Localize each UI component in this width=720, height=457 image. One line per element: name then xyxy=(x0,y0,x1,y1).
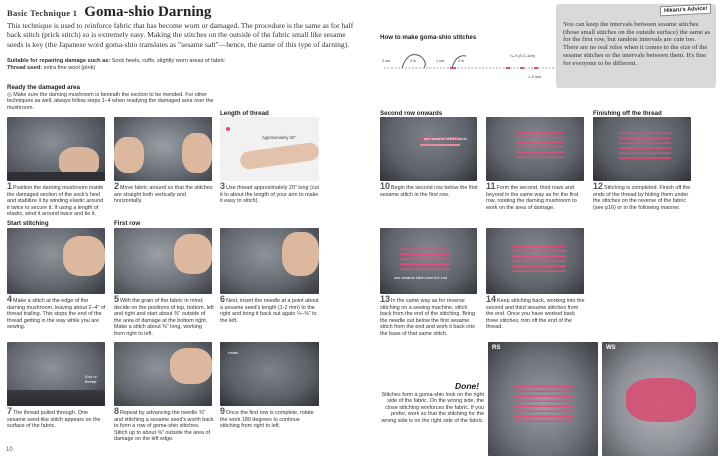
diagram-label-2in-b: 2 in xyxy=(458,59,464,63)
diagram-title: How to make goma-shio stitches xyxy=(380,34,477,41)
done-text: Stitches form a goma-shio look on the right side of the fabric. On the wrong side, the close stitching reinforces the fabric. If you prefer, work so that the stitching for the wrong side is on the right side of the fabric. xyxy=(381,392,484,424)
step-4-photo xyxy=(7,228,105,294)
step-9-photo xyxy=(220,342,319,406)
step-14-caption: 14Keep stitching back, working into the second and third sesame stitches from the end. Once you have worked back three stitches, trim off the end of the thread. xyxy=(486,294,585,330)
step-10-caption: 10Begin the second row below the first sesame stitch in the first row. xyxy=(380,181,478,198)
rs-photo xyxy=(488,342,598,456)
thread-value: extra fine wool (pink) xyxy=(43,65,96,71)
section-length: Length of thread xyxy=(220,110,269,117)
step-6-photo xyxy=(220,228,319,294)
page-heading xyxy=(7,3,211,21)
step-12-caption: 12Stitching is completed. Finish off the ends of the thread by hiding them under the stitches on the reverse of the fabric (see p16) or in the following manner. xyxy=(593,181,691,211)
suitable-info xyxy=(7,58,357,72)
step-12-photo xyxy=(593,117,691,181)
page-title: Goma-shio Darning xyxy=(84,4,212,20)
end-thread-label: End of thread xyxy=(85,374,97,384)
step-2-caption: 2Move fabric around so that the stitches are straight both vertically and horizontally. xyxy=(114,181,213,204)
step-5-photo xyxy=(114,228,212,294)
one-stitch-label: one sesame stitch from the end xyxy=(394,276,447,280)
suitable-label: Suitable for repairing damage such as: xyxy=(7,58,111,64)
step-11-photo xyxy=(486,117,584,181)
technique-label: Basic Technique 1 xyxy=(7,8,78,18)
advice-badge: Hikaru's Advice! xyxy=(660,4,712,17)
step-1-photo xyxy=(7,117,105,181)
step-8-photo xyxy=(114,342,212,406)
step-2-photo xyxy=(114,117,212,181)
diagram-label-3out: 3 out xyxy=(382,59,390,63)
step-9-caption: 9Once the first row is complete, rotate the work 180 degrees to continue stitching from right to left. xyxy=(220,406,314,429)
rs-label: RS xyxy=(492,345,501,351)
diagram-label-interval: ¼–⅝ (0.3–1cm) xyxy=(510,54,536,58)
suitable-value: Sock heels, cuffs, slightly worn areas of fabric xyxy=(111,58,225,64)
thread-label: Thread used: xyxy=(7,65,43,71)
approx-label: Approximately 20" xyxy=(262,135,296,140)
diagram-label-1out: 1 out xyxy=(436,59,444,63)
ws-label: WS xyxy=(606,345,616,351)
step-7-caption: 7The thread pulled through. One sesame seed-like stitch appears on the surface of the fabric. xyxy=(7,406,101,429)
step-7-photo xyxy=(7,342,105,406)
step-1-caption: 1Position the darning mushroom inside the damaged section of the sock's heel and stabilize it by winding elastic around it twice to secure it. If using a length of elastic, wind it around twice and tie it. xyxy=(7,181,104,217)
step-6-caption: 6Next, insert the needle at a point about a sesame seed's length (1-2 mm) to the right and bring it back out again ¼–⅜" to the left. xyxy=(220,294,319,324)
step-10-photo xyxy=(380,117,477,181)
diagram-label-seed: 1–2 mm xyxy=(528,75,541,79)
ready-note: ◎ Make sure the darning mushroom is beneath the section to be mended. For other techniques as well, always follow steps 1–4 when readying the damaged area over the mushroom. xyxy=(7,92,214,111)
intro-paragraph: This technique is used to reinforce fabric that has become worn or damaged. The procedure is the same as for half back stitch (prick stitch) so is extremely easy. Making the stitches on the outside of the fabric small like sesame seeds is key (the Japanese word goma-shio translates as "sesame salt"—hence, the name of this type of darning). xyxy=(7,21,354,49)
step-13-caption: 13In the same way as for reverse stitching on a sewing machine, stitch back from the end of the stitching. Bring the needle out below the first sesame stitch from the end and work it back into the base of that same stitch. xyxy=(380,294,475,337)
stitch-diagram xyxy=(380,42,560,86)
section-start: Start stitching xyxy=(7,220,49,227)
step-11-caption: 11Form the second, third rows and beyond in the same way as for the first row, rotating the darning mushroom to work on the area of damage. xyxy=(486,181,579,211)
step-5-caption: 5With the grain of the fabric in mind, decide on the positions of top, bottom, left and right and start about ⅜" outside of the area of damage at the bottom right. Make a stitch about ⅜" long, working from right to left. xyxy=(114,294,214,337)
step-14-photo xyxy=(486,228,584,294)
step-3-caption: 3Use thread approximately 20" long (cut it to about the length of your arm to make it easy to stitch). xyxy=(220,181,320,204)
section-second-row: Second row onwards xyxy=(380,110,443,117)
advice-text: You can keep the intervals between sesame stitches (those small stitches on the outside surface) the same as for the first row, but random intervals are cute too. There are no real rules when it comes to the size of the sesame stitches or the intervals between them. It's fine for everyone to be different. xyxy=(563,21,711,67)
section-ready: Ready the damaged area xyxy=(7,84,80,91)
sesame-label: one sesame seed's worth xyxy=(424,137,467,141)
ws-photo xyxy=(602,342,718,456)
step-3-photo xyxy=(220,117,319,181)
done-title: Done! xyxy=(455,381,480,391)
diagram-label-2in-a: 2 in xyxy=(410,59,416,63)
step-13-photo xyxy=(380,228,477,294)
page-number: 10 xyxy=(6,447,13,453)
step-8-caption: 8Repeat by advancing the needle ⅜" and stitching a sesame seed's worth back to form a row of goma-shio stitches. Stitch up to about ⅜" outside the area of damage on the left edge. xyxy=(114,406,214,442)
step-4-caption: 4Make a stitch at the edge of the darning mushroom, leaving about 2–4" of thread trailing. This stops the end of the thread getting in the way while you are sewing. xyxy=(7,294,106,330)
section-finishing: Finishing off the thread xyxy=(593,110,662,117)
rotate-label: rotate xyxy=(228,350,239,355)
section-first-row: First row xyxy=(114,220,141,227)
